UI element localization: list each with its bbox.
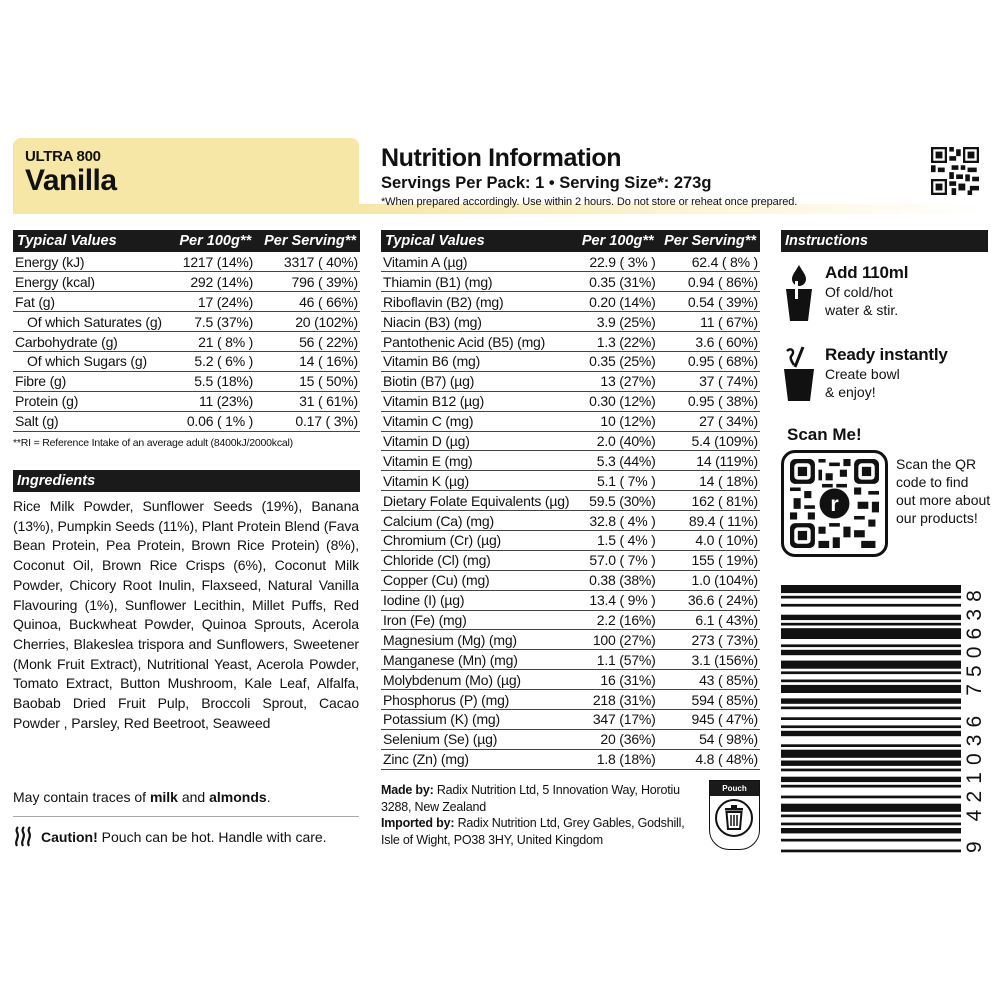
- divider: [13, 816, 359, 817]
- per-100g-value: 1.3 (22%): [576, 332, 658, 352]
- nutrient-name: Of which Saturates (g): [13, 312, 171, 332]
- per-serving-value: 62.4 ( 8% ): [658, 252, 760, 272]
- nutrient-name: Vitamin K (µg): [381, 471, 576, 491]
- barcode-icon: [781, 585, 961, 855]
- table-row: [13, 252, 360, 272]
- table-header-row: [381, 230, 760, 252]
- product-flavour: Vanilla: [25, 164, 117, 197]
- per-100g-value: 1217 (14%): [171, 252, 255, 272]
- per-serving-value: 5.4 (109%): [658, 431, 760, 451]
- per-serving-value: 20 (102%): [255, 312, 360, 332]
- per-serving-value: 14 ( 18%): [658, 471, 760, 491]
- per-100g-value: 5.1 ( 7% ): [576, 471, 658, 491]
- per-100g-value: 218 (31%): [576, 690, 658, 710]
- per-100g-value: 22.9 ( 3% ): [576, 252, 658, 272]
- allergen-almonds: almonds: [209, 789, 267, 805]
- col-header-serving: Per Serving**: [658, 230, 760, 252]
- nutrient-name: Iodine (I) (µg): [381, 590, 576, 610]
- nutrient-name: Vitamin B12 (µg): [381, 391, 576, 411]
- per-serving-value: 89.4 ( 11%): [658, 511, 760, 531]
- per-100g-value: 59.5 (30%): [576, 491, 658, 511]
- per-serving-value: 3.6 ( 60%): [658, 332, 760, 352]
- per-100g-value: 1.5 ( 4% ): [576, 530, 658, 550]
- nutrient-name: Riboflavin (B2) (mg): [381, 292, 576, 312]
- table-row: [381, 610, 760, 630]
- nutrient-name: Fat (g): [13, 292, 171, 312]
- per-serving-value: 14 ( 16%): [255, 351, 360, 371]
- nutrient-name: Vitamin A (µg): [381, 252, 576, 272]
- per-serving-value: 31 ( 61%): [255, 391, 360, 411]
- pouch-disposal: [709, 780, 760, 850]
- nutrient-name: Manganese (Mn) (mg): [381, 650, 576, 670]
- per-serving-value: 11 ( 67%): [658, 312, 760, 332]
- per-100g-value: 3.9 (25%): [576, 312, 658, 332]
- made-by-label: Made by:: [381, 783, 434, 797]
- per-serving-value: 37 ( 74%): [658, 371, 760, 391]
- ingredients-heading: Ingredients: [13, 470, 360, 492]
- step1-desc-line1: Of cold/hot: [825, 284, 893, 300]
- step2-desc-line2: & enjoy!: [825, 384, 876, 400]
- per-100g-value: 100 (27%): [576, 630, 658, 650]
- allergen-milk: milk: [149, 789, 178, 805]
- per-serving-value: 4.0 ( 10%): [658, 530, 760, 550]
- qr-code-small-icon: [931, 147, 979, 195]
- table-row: [381, 252, 760, 272]
- table-row: [13, 332, 360, 352]
- col-header-typical: Typical Values: [381, 230, 576, 252]
- col-header-per100: Per 100g**: [171, 230, 255, 252]
- per-100g-value: 7.5 (37%): [171, 312, 255, 332]
- instructions-heading: Instructions: [781, 230, 988, 252]
- per-100g-value: 5.3 (44%): [576, 451, 658, 471]
- imported-by-text: Radix Nutrition Ltd, Grey Gables, Godshill, Isle of Wight, PO38 3HY, United Kingdom: [381, 816, 685, 847]
- nutrient-name: Fibre (g): [13, 371, 171, 391]
- table-row: [381, 431, 760, 451]
- nutrient-name: Iron (Fe) (mg): [381, 610, 576, 630]
- scan-me-title: Scan Me!: [787, 425, 862, 444]
- table-row: [381, 511, 760, 531]
- per-100g-value: 0.30 (12%): [576, 391, 658, 411]
- per-100g-value: 11 (23%): [171, 391, 255, 411]
- nutrient-name: Of which Sugars (g): [13, 351, 171, 371]
- manufacturer-info: [381, 782, 701, 848]
- nutrient-name: Energy (kJ): [13, 252, 171, 272]
- ingredients-text: Rice Milk Powder, Sunflower Seeds (19%), Banana (13%), Pumpkin Seeds (11%), Plant Protein Blend (Fava Bean Protein, Pea Protein, Brown Rice Protein) (8%), Coconut Oil, Brown Rice Crisps (6%), Coconut Milk Powder, Chicory Root Inulin, Flaxseed, Natural Vanilla Flavouring (1%), Sunflower Lecithin, Millet Puffs, Red Quinoa, Buckwheat Powder, Quinoa Sprouts, Acerola Cherries, Blakeslea trispora and Sunflowers, Sweetener (Monk Fruit Extract), Nutritional Yeast, Acerola Powder, Tomato Extract, Button Mushroom, Kale Leaf, Alfalfa, Baobab Dried Fruit Pulp, Broccoli Sprout, Cacao Powder , Parsley, Red Beetroot, Seaweed: [13, 498, 359, 731]
- per-100g-value: 292 (14%): [171, 272, 255, 292]
- scan-description: Scan the QR code to find out more about our products!: [896, 456, 991, 526]
- per-100g-value: 0.38 (38%): [576, 570, 658, 590]
- table-row: [381, 332, 760, 352]
- per-serving-value: 0.94 ( 86%): [658, 272, 760, 292]
- nutrient-name: Vitamin E (mg): [381, 451, 576, 471]
- per-serving-value: 3317 ( 40%): [255, 252, 360, 272]
- table-row: [13, 391, 360, 411]
- table-row: [381, 550, 760, 570]
- col-header-serving: Per Serving**: [255, 230, 360, 252]
- nutrient-name: Potassium (K) (mg): [381, 709, 576, 729]
- nutrient-name: Vitamin D (µg): [381, 431, 576, 451]
- per-serving-value: 6.1 ( 43%): [658, 610, 760, 630]
- nutrient-name: Pantothenic Acid (B5) (mg): [381, 332, 576, 352]
- imported-by-label: Imported by:: [381, 816, 455, 830]
- traces-prefix: May contain traces of: [13, 789, 150, 805]
- step-add-water: [781, 263, 988, 327]
- product-banner: [13, 138, 359, 214]
- table-row: [381, 272, 760, 292]
- table-row: [381, 590, 760, 610]
- col-header-per100: Per 100g**: [576, 230, 658, 252]
- per-100g-value: 5.5 (18%): [171, 371, 255, 391]
- table-row: [13, 272, 360, 292]
- per-serving-value: 4.8 ( 48%): [658, 749, 760, 769]
- table-row: [13, 292, 360, 312]
- traces-suffix: .: [266, 789, 271, 805]
- per-serving-value: 0.95 ( 68%): [658, 351, 760, 371]
- per-100g-value: 0.06 ( 1% ): [171, 411, 255, 431]
- per-serving-value: 594 ( 85%): [658, 690, 760, 710]
- nutrient-name: Niacin (B3) (mg): [381, 312, 576, 332]
- table-row: [381, 570, 760, 590]
- table-row: [381, 630, 760, 650]
- spoon-bowl-icon: [781, 345, 817, 405]
- caution-text: Pouch can be hot. Handle with care.: [97, 829, 327, 845]
- table-row: [381, 351, 760, 371]
- barcode-digits: 9 421036 750638: [963, 589, 986, 853]
- per-100g-value: 10 (12%): [576, 411, 658, 431]
- per-serving-value: 43 ( 85%): [658, 670, 760, 690]
- nutrition-header: [381, 144, 901, 208]
- step2-desc-line1: Create bowl: [825, 366, 900, 382]
- table-row: [381, 451, 760, 471]
- made-by-line: [381, 782, 701, 815]
- per-serving-value: 0.17 ( 3%): [255, 411, 360, 431]
- table-row: [381, 411, 760, 431]
- per-serving-value: 27 ( 34%): [658, 411, 760, 431]
- step1-title: Add 110ml: [825, 263, 909, 282]
- caution-note: [13, 826, 359, 848]
- traces-and: and: [177, 789, 210, 805]
- table-row: [381, 371, 760, 391]
- nutrient-name: Carbohydrate (g): [13, 332, 171, 352]
- nutrient-name: Thiamin (B1) (mg): [381, 272, 576, 292]
- nutrient-name: Phosphorus (P) (mg): [381, 690, 576, 710]
- nutrition-title: Nutrition Information: [381, 144, 622, 172]
- step1-desc-line2: water & stir.: [825, 302, 899, 318]
- per-100g-value: 21 ( 8% ): [171, 332, 255, 352]
- ri-footnote: **RI = Reference Intake of an average adult (8400kJ/2000kcal): [13, 437, 293, 449]
- qr-code-icon: [790, 459, 879, 548]
- per-serving-value: 945 ( 47%): [658, 709, 760, 729]
- table-row: [381, 530, 760, 550]
- per-100g-value: 2.0 (40%): [576, 431, 658, 451]
- per-serving-value: 1.0 (104%): [658, 570, 760, 590]
- nutrient-name: Magnesium (Mg) (mg): [381, 630, 576, 650]
- per-100g-value: 0.20 (14%): [576, 292, 658, 312]
- qr-code-frame[interactable]: [781, 450, 888, 557]
- nutrient-name: Vitamin B6 (mg): [381, 351, 576, 371]
- col-header-typical: Typical Values: [13, 230, 171, 252]
- per-100g-value: 347 (17%): [576, 709, 658, 729]
- per-100g-value: 13 (27%): [576, 371, 658, 391]
- nutrient-name: Calcium (Ca) (mg): [381, 511, 576, 531]
- per-serving-value: 14 (119%): [658, 451, 760, 471]
- table-row: [381, 670, 760, 690]
- per-100g-value: 13.4 ( 9% ): [576, 590, 658, 610]
- per-serving-value: 0.54 ( 39%): [658, 292, 760, 312]
- per-serving-value: 54 ( 98%): [658, 729, 760, 749]
- table-row: [13, 312, 360, 332]
- nutrient-name: Chloride (Cl) (mg): [381, 550, 576, 570]
- table-row: [381, 729, 760, 749]
- nutrient-name: Dietary Folate Equivalents (µg): [381, 491, 576, 511]
- per-serving-value: 36.6 ( 24%): [658, 590, 760, 610]
- per-100g-value: 32.8 ( 4% ): [576, 511, 658, 531]
- per-serving-value: 0.95 ( 38%): [658, 391, 760, 411]
- nutrient-name: Selenium (Se) (µg): [381, 729, 576, 749]
- water-drop-cup-icon: [781, 263, 817, 327]
- nutrient-name: Vitamin C (mg): [381, 411, 576, 431]
- nutrient-name: Copper (Cu) (mg): [381, 570, 576, 590]
- per-100g-value: 17 (24%): [171, 292, 255, 312]
- per-serving-value: 273 ( 73%): [658, 630, 760, 650]
- table-row: [381, 312, 760, 332]
- heat-icon: [13, 826, 33, 848]
- table-row: [13, 351, 360, 371]
- table-row: [381, 709, 760, 729]
- per-100g-value: 0.35 (25%): [576, 351, 658, 371]
- vitamins-minerals-table: [381, 230, 760, 770]
- per-serving-value: 796 ( 39%): [255, 272, 360, 292]
- step2-title: Ready instantly: [825, 345, 948, 364]
- table-row: [13, 371, 360, 391]
- per-100g-value: 20 (36%): [576, 729, 658, 749]
- nutrient-name: Molybdenum (Mo) (µg): [381, 670, 576, 690]
- per-serving-value: 15 ( 50%): [255, 371, 360, 391]
- per-100g-value: 57.0 ( 7% ): [576, 550, 658, 570]
- svg-text:r: r: [830, 491, 839, 516]
- step-ready: [781, 345, 988, 405]
- per-100g-value: 2.2 (16%): [576, 610, 658, 630]
- typical-values-table: [13, 230, 360, 432]
- made-by-text: Radix Nutrition Ltd, 5 Innovation Way, Horotiu 3288, New Zealand: [381, 783, 680, 814]
- per-serving-value: 56 ( 22%): [255, 332, 360, 352]
- table-row: [381, 471, 760, 491]
- table-row: [381, 391, 760, 411]
- table-row: [13, 411, 360, 431]
- nutrient-name: Chromium (Cr) (µg): [381, 530, 576, 550]
- per-serving-value: 162 ( 81%): [658, 491, 760, 511]
- per-100g-value: 5.2 ( 6% ): [171, 351, 255, 371]
- table-header-row: [13, 230, 360, 252]
- per-serving-value: 155 ( 19%): [658, 550, 760, 570]
- nutrient-name: Energy (kcal): [13, 272, 171, 292]
- trash-bin-icon: [710, 796, 758, 848]
- barcode-number: [962, 585, 986, 855]
- product-line: ULTRA 800: [25, 148, 101, 165]
- per-serving-value: 46 ( 66%): [255, 292, 360, 312]
- per-serving-value: 3.1 (156%): [658, 650, 760, 670]
- per-100g-value: 1.1 (57%): [576, 650, 658, 670]
- per-100g-value: 0.35 (31%): [576, 272, 658, 292]
- table-row: [381, 749, 760, 769]
- table-row: [381, 650, 760, 670]
- per-100g-value: 16 (31%): [576, 670, 658, 690]
- serving-line: Servings Per Pack: 1 • Serving Size*: 273g: [381, 174, 712, 192]
- prep-note: *When prepared accordingly. Use within 2 hours. Do not store or reheat once prepared.: [381, 196, 798, 208]
- nutrient-name: Protein (g): [13, 391, 171, 411]
- table-row: [381, 292, 760, 312]
- nutrient-name: Salt (g): [13, 411, 171, 431]
- nutrient-name: Biotin (B7) (µg): [381, 371, 576, 391]
- table-row: [381, 491, 760, 511]
- caution-label: Caution!: [41, 829, 98, 845]
- allergen-traces: [13, 789, 271, 805]
- imported-by-line: [381, 815, 701, 848]
- pouch-label: Pouch: [710, 781, 759, 796]
- per-100g-value: 1.8 (18%): [576, 749, 658, 769]
- nutrient-name: Zinc (Zn) (mg): [381, 749, 576, 769]
- table-row: [381, 690, 760, 710]
